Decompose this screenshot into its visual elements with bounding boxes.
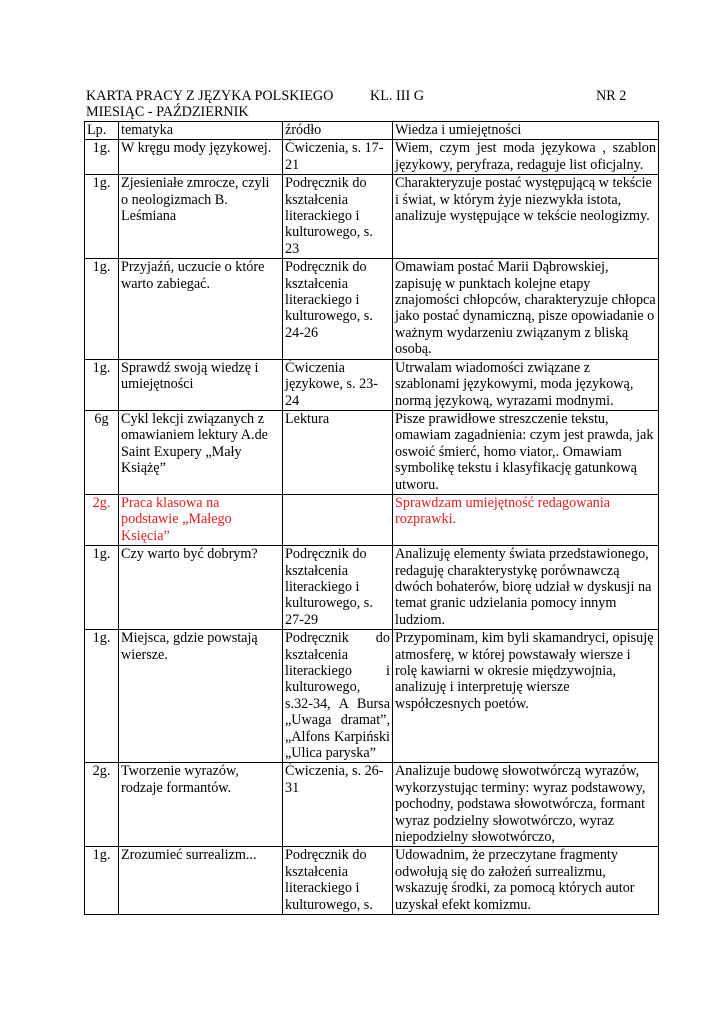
table-row	[85, 630, 659, 763]
class-label: KL. III G	[370, 88, 424, 104]
row-source: Ćwiczenia językowe, s. 23-24	[283, 359, 393, 410]
row-source: Ćwiczenia, s. 26-31	[283, 763, 393, 847]
table-row	[85, 175, 659, 259]
row-source: Podręcznik do kształcenia literackiego i kulturowego, s.32-34, A Bursa „Uwaga dramat”, „Alfons Karpiński „Ulica paryska”	[283, 630, 393, 763]
row-skills: Utrwalam wiadomości związane z szablonami językowymi, moda językową, normą językową, wyrazami modnymi.	[393, 359, 659, 410]
row-topic: Cykl lekcji związanych z omawianiem lektury A.de Saint Exupery „Mały Książę”	[119, 410, 283, 494]
column-header-skills: Wiedza i umiejętności	[393, 122, 659, 140]
sheet-number: NR 2	[596, 88, 627, 104]
row-lp: 1g.	[85, 175, 119, 259]
worksheet-header	[86, 88, 627, 104]
row-source: Ćwiczenia, s. 17-21	[283, 140, 393, 175]
row-source: Podręcznik do kształcenia literackiego i kulturowego, s. 27-29	[283, 546, 393, 630]
lesson-plan-table	[84, 121, 659, 915]
row-topic: Praca klasowa na podstawie „Małego Księcia”	[119, 494, 283, 545]
row-topic: Przyjaźń, uczucie o które warto zabiegać.	[119, 259, 283, 359]
row-lp: 2g.	[85, 494, 119, 545]
row-topic: Tworzenie wyrazów, rodzaje formantów.	[119, 763, 283, 847]
table-row-test	[85, 494, 659, 545]
row-skills: Omawiam postać Marii Dąbrowskiej, zapisuję w punktach kolejne etapy znajomości chłopców, charakteryzuje chłopca jako postać dynamiczną, pisze opowiadanie o ważnym wydarzeniu związanym z bliską osobą.	[393, 259, 659, 359]
row-topic: Zjesieniałe zmrocze, czyli o neologizmach B. Leśmiana	[119, 175, 283, 259]
row-topic: W kręgu mody językowej.	[119, 140, 283, 175]
table-row	[85, 763, 659, 847]
row-source: Podręcznik do kształcenia literackiego i kulturowego, s. 24-26	[283, 259, 393, 359]
row-lp: 1g.	[85, 140, 119, 175]
row-skills: Udowadnim, że przeczytane fragmenty odwołują się do założeń surrealizmu, wskazuję środki, za pomocą których autor uzyskał efekt komizmu.	[393, 847, 659, 915]
row-lp: 2g.	[85, 763, 119, 847]
row-skills: Sprawdzam umiejętność redagowania rozprawki.	[393, 494, 659, 545]
table-row	[85, 847, 659, 915]
worksheet-title: KARTA PRACY Z JĘZYKA POLSKIEGO	[86, 88, 334, 104]
column-header-topic: tematyka	[119, 122, 283, 140]
row-skills: Charakteryzuje postać występującą w tekście i świat, w którym żyje niezwykła istota, analizuje występujące w tekście neologizmy.	[393, 175, 659, 259]
row-topic: Sprawdź swoją wiedzę i umiejętności	[119, 359, 283, 410]
row-lp: 1g.	[85, 359, 119, 410]
month-label: MIESIĄC - PAŹDZIERNIK	[86, 104, 249, 120]
row-skills: Przypominam, kim byli skamandryci, opisuję atmosferę, w której powstawały wiersze i rolę kawiarni w okresie międzywojnia, analizuję i interpretuję wiersze współczesnych poetów.	[393, 630, 659, 763]
row-source	[283, 494, 393, 545]
table-row	[85, 140, 659, 175]
table-row	[85, 546, 659, 630]
row-lp: 1g.	[85, 630, 119, 763]
row-topic: Czy warto być dobrym?	[119, 546, 283, 630]
row-skills: Wiem, czym jest moda językowa , szablon językowy, peryfraza, redaguje list oficjalny.	[393, 140, 659, 175]
row-source: Podręcznik do kształcenia literackiego i kulturowego, s. 23	[283, 175, 393, 259]
row-lp: 1g.	[85, 847, 119, 915]
row-topic: Miejsca, gdzie powstają wiersze.	[119, 630, 283, 763]
row-skills: Analizuję elementy świata przedstawionego, redaguję charakterystykę porównawczą dwóch bohaterów, biorę udział w dyskusji na temat granic udzielania pomocy innym ludziom.	[393, 546, 659, 630]
column-header-lp: Lp.	[85, 122, 119, 140]
row-skills: Analizuje budowę słowotwórczą wyrazów, wykorzystując terminy: wyraz podstawowy, pochodny, podstawa słowotwórcza, formant wyraz podzielny słowotwórczo, wyraz niepodzielny słowotwórczo,	[393, 763, 659, 847]
row-lp: 6g	[85, 410, 119, 494]
row-lp: 1g.	[85, 259, 119, 359]
row-skills: Pisze prawidłowe streszczenie tekstu, omawiam zagadnienia: czym jest prawda, jak oswoić śmierć, homo viator,. Omawiam symbolikę tekstu i klasyfikację gatunkową utworu.	[393, 410, 659, 494]
row-source: Lektura	[283, 410, 393, 494]
row-lp: 1g.	[85, 546, 119, 630]
column-header-source: źródło	[283, 122, 393, 140]
table-row	[85, 359, 659, 410]
table-row	[85, 259, 659, 359]
row-topic: Zrozumieć surrealizm...	[119, 847, 283, 915]
table-row	[85, 410, 659, 494]
table-header-row	[85, 122, 659, 140]
row-source: Podręcznik do kształcenia literackiego i kulturowego, s.	[283, 847, 393, 915]
